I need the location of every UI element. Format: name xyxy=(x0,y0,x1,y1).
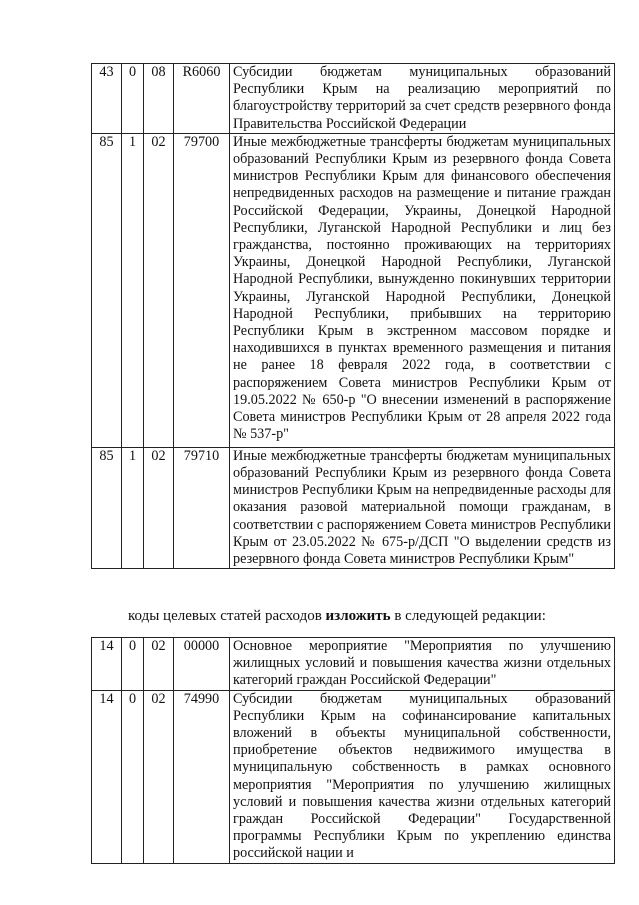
description-cell: Основное мероприятие "Мероприятия по улучшению жилищных условий и повышения качества жизни отдельных категорий граждан Российской Федерации" xyxy=(230,638,615,691)
code-cell-event: 02 xyxy=(144,690,174,863)
table-row xyxy=(92,447,615,568)
code-cell-direction: 79700 xyxy=(174,133,230,447)
code-cell-event: 08 xyxy=(144,64,174,134)
description-cell: Иные межбюджетные трансферты бюджетам муниципальных образований Республики Крым из резервного фонда Совета министров Республики Крым на непредвиденные расходы для оказания разовой материальной помощи гражданам, в соответствии с распоряжением Совета министров Республики Крым от 23.05.2022 № 675-р/ДСП "О выделении средств из резервного фонда Совета министров Республики Крым" xyxy=(230,447,615,568)
code-cell-program: 85 xyxy=(92,133,122,447)
code-cell-direction: 79710 xyxy=(174,447,230,568)
code-cell-direction: 00000 xyxy=(174,638,230,691)
table-row xyxy=(92,64,615,134)
code-cell-direction: 74990 xyxy=(174,690,230,863)
code-cell-subprogram: 0 xyxy=(122,690,144,863)
instruction-text-end: в следующей редакции: xyxy=(390,608,546,624)
table-row xyxy=(92,690,615,863)
code-cell-subprogram: 0 xyxy=(122,638,144,691)
budget-codes-table-deleted xyxy=(91,63,615,569)
instruction-paragraph xyxy=(128,607,546,625)
table-row xyxy=(92,638,615,691)
code-cell-event: 02 xyxy=(144,638,174,691)
instruction-bold-word: изложить xyxy=(325,608,391,624)
code-cell-program: 43 xyxy=(92,64,122,134)
code-cell-program: 85 xyxy=(92,447,122,568)
description-cell: Субсидии бюджетам муниципальных образований Республики Крым на софинансирование капитальных вложений в объекты муниципальной собственности, приобретение объектов недвижимого имущества в муниципальную собственность в рамках основного мероприятия "Мероприятия по улучшению жилищных условий и повышения качества жизни отдельных категорий граждан Российской Федерации" Государственной программы Республики Крым по укреплению единства российской нации и xyxy=(230,690,615,863)
code-cell-direction: R6060 xyxy=(174,64,230,134)
budget-codes-table-new xyxy=(91,637,615,864)
description-cell: Субсидии бюджетам муниципальных образований Республики Крым на реализацию мероприятий по благоустройству территорий за счет средств резервного фонда Правительства Российской Федерации xyxy=(230,64,615,134)
instruction-text: коды целевых статей расходов xyxy=(128,608,326,624)
description-cell: Иные межбюджетные трансферты бюджетам муниципальных образований Республики Крым из резервного фонда Совета министров Республики Крым для финансового обеспечения непредвиденных расходов на размещение и питание граждан Российской Федерации, Украины, Донецкой Народной Республики, Луганской Народной Республики и лиц без гражданства, постоянно проживающих на территориях Украины, Донецкой Народной Республики, Луганской Народной Республики, вынужденно покинувших территории Украины, Луганской Народной Республики, Донецкой Народной Республики, прибывших на территорию Республики Крым в экстренном массовом порядке и находившихся в пунктах временного размещения и питания не ранее 18 февраля 2022 года, в соответствии с распоряжением Совета министров Республики Крым от 19.05.2022 № 650-р "О внесении изменений в распоряжение Совета министров Республики Крым от 28 апреля 2022 года № 537-р" xyxy=(230,133,615,447)
code-cell-event: 02 xyxy=(144,447,174,568)
code-cell-program: 14 xyxy=(92,690,122,863)
code-cell-subprogram: 0 xyxy=(122,64,144,134)
table-row xyxy=(92,133,615,447)
code-cell-program: 14 xyxy=(92,638,122,691)
code-cell-subprogram: 1 xyxy=(122,133,144,447)
code-cell-subprogram: 1 xyxy=(122,447,144,568)
code-cell-event: 02 xyxy=(144,133,174,447)
